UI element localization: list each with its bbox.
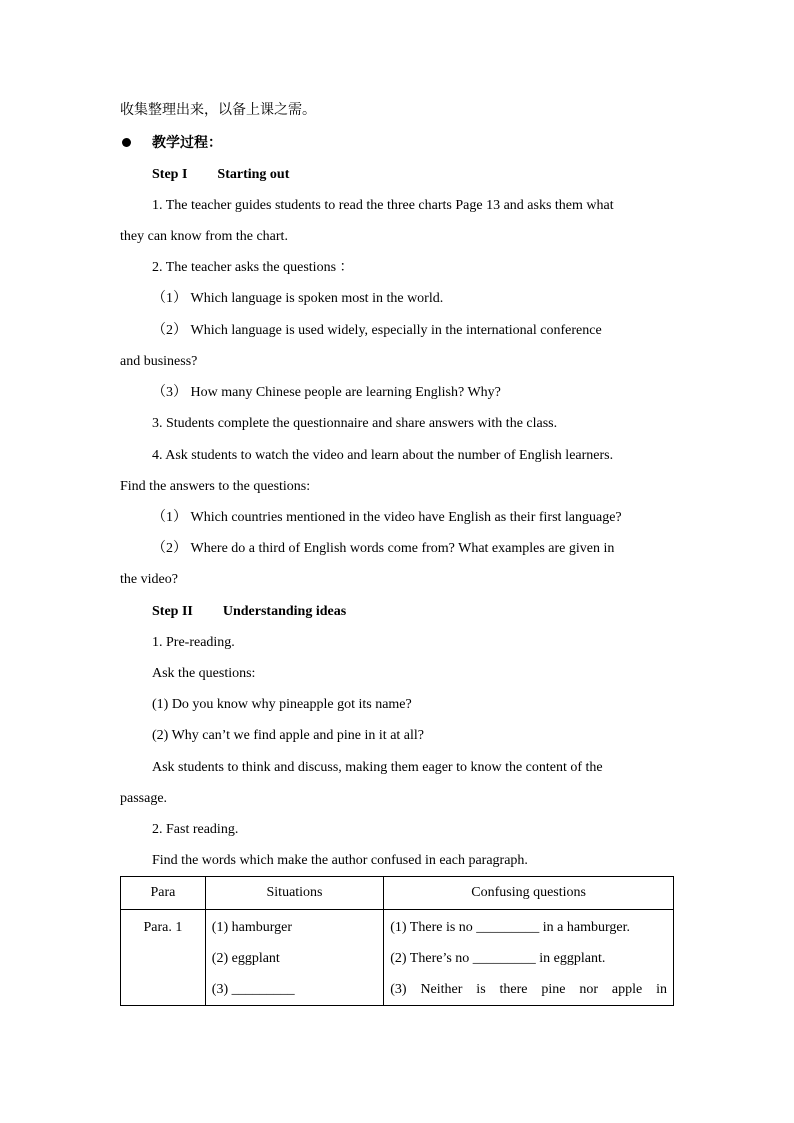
step1-video-question2-line1: （2） Where do a third of English words come from? What examples are given in: [152, 541, 615, 556]
step2-heading: [152, 601, 674, 623]
para-label: Para. 1: [143, 920, 183, 935]
table-header-row: [121, 877, 674, 910]
step1-question1: （1） Which language is spoken most in the world.: [152, 291, 444, 306]
header-confusing-questions: Confusing questions: [384, 877, 674, 910]
step1-heading: [152, 164, 674, 186]
step2-discuss-line2: passage.: [120, 791, 168, 806]
section-heading: 教学过程：: [152, 135, 222, 151]
step2-question2: (2) Why can’t we find apple and pine in it at all?: [152, 728, 425, 743]
step2-title: Understanding ideas: [222, 604, 347, 619]
step1-title: Starting out: [217, 167, 290, 182]
step2-discuss-line1: Ask students to think and discuss, making them eager to know the content of the: [152, 760, 603, 775]
header-situations: Situations: [205, 877, 383, 910]
question-item: (2) There’s no _________ in eggplant.: [390, 951, 606, 966]
intro-text: 收集整理出来，以备上课之需。: [120, 102, 316, 118]
step1-item1-line2: they can know from the chart.: [120, 229, 288, 244]
bullet-icon: [122, 138, 131, 147]
question-item: (1) There is no _________ in a hamburger.: [390, 920, 631, 935]
situations-cell: [205, 910, 383, 1006]
step1-label: Step I: [152, 167, 188, 182]
situation-item: (1) hamburger: [211, 920, 292, 935]
step2-question1: (1) Do you know why pineapple got its name?: [152, 697, 412, 712]
confusion-table: [120, 876, 674, 1006]
table-row: [121, 910, 674, 1006]
step1-item4-line1: 4. Ask students to watch the video and learn about the number of English learners.: [152, 448, 614, 463]
step2-pre-reading: 1. Pre-reading.: [152, 635, 235, 650]
step2-ask-questions: Ask the questions:: [152, 666, 256, 681]
situation-item: (2) eggplant: [211, 951, 280, 966]
step1-item4-line2: Find the answers to the questions:: [120, 479, 311, 494]
step1-item1-line1: 1. The teacher guides students to read the three charts Page 13 and asks them what: [152, 198, 614, 213]
step1-item3: 3. Students complete the questionnaire and share answers with the class.: [152, 416, 558, 431]
question-item: (3) Neither is there pine nor apple in: [390, 982, 667, 997]
situation-item: (3) _________: [211, 982, 295, 997]
step1-question3: （3） How many Chinese people are learning English? Why?: [152, 385, 501, 400]
step1-video-question1: （1） Which countries mentioned in the video have English as their first language?: [152, 510, 622, 525]
step1-video-question2-line2: the video?: [120, 572, 178, 587]
step2-fast-reading: 2. Fast reading.: [152, 822, 239, 837]
para-cell: [121, 910, 206, 1006]
step1-question2-line2: and business?: [120, 354, 198, 369]
questions-cell: [384, 910, 674, 1006]
step2-label: Step II: [152, 604, 193, 619]
step1-item2: 2. The teacher asks the questions ：: [152, 260, 354, 275]
step2-find-words: Find the words which make the author confused in each paragraph.: [152, 853, 528, 868]
header-para: Para: [121, 877, 206, 910]
step1-question2-line1: （2） Which language is used widely, especially in the international conference: [152, 323, 602, 338]
